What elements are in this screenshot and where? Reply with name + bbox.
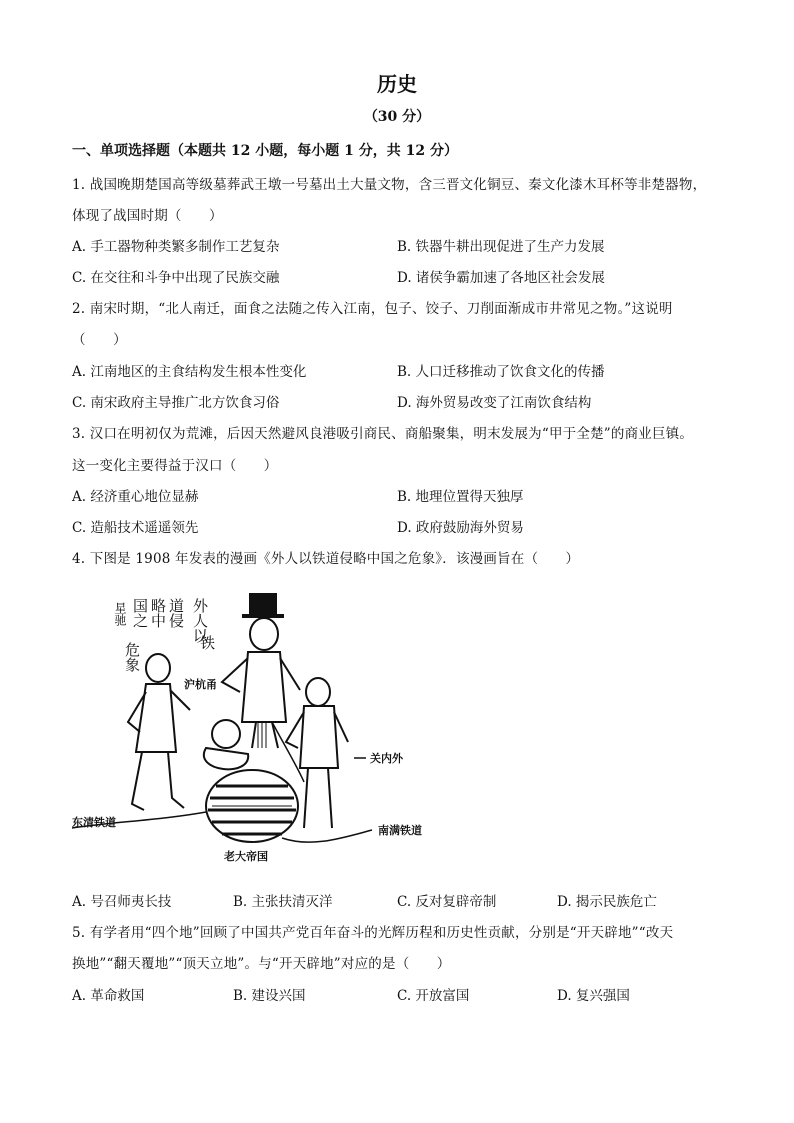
q1-option-d: D. 诸侯争霸加速了各地区社会发展 (397, 270, 605, 286)
cartoon-title-col5: 国之 (131, 598, 149, 628)
q4-stem-line1: 4. 下图是 1908 年发表的漫画《外人以铁道侵略中国之危象》．该漫画旨在（ ） (72, 551, 580, 567)
cartoon-title-col3: 道侵 (167, 598, 185, 628)
label-old-empire: 老大帝国 (224, 850, 268, 862)
q5-option-d: D. 复兴强国 (557, 988, 630, 1004)
q5-stem-line1: 5. 有学者用“四个地”回顾了中国共产党百年奋斗的光辉历程和历史性贡献，分别是“开天辟地”“改天 (72, 925, 674, 941)
cartoon-title-col1: 外人以 (191, 598, 209, 643)
foreigner-figure (222, 594, 300, 748)
q4-option-a: A. 号召师夷长技 (72, 894, 172, 910)
q4-option-c: C. 反对复辟帝制 (397, 894, 497, 910)
right-figure (286, 678, 348, 828)
q3-option-d: D. 政府鼓励海外贸易 (397, 520, 524, 536)
cartoon-title-col7: 星驰 (113, 602, 127, 626)
q1-stem-line1: 1. 战国晚期楚国高等级墓葬武王墩一号墓出土大量文物，含三晋文化铜豆、秦文化漆木耳杯等非楚器物， (72, 177, 707, 193)
q3-option-b: B. 地理位置得天独厚 (397, 489, 524, 505)
q2-stem-line2: （ ） (72, 332, 127, 348)
exam-score: （30 分） (363, 109, 431, 125)
q5-stem-line2: 换地”“翻天覆地”“顶天立地”。与“开天辟地”对应的是（ ） (72, 956, 451, 972)
section-heading: 一、单项选择题（本题共 12 小题，每小题 1 分，共 12 分） (72, 143, 458, 159)
q1-option-c: C. 在交往和斗争中出现了民族交融 (72, 270, 280, 286)
q3-option-a: A. 经济重心地位显赫 (72, 489, 199, 505)
q5-option-c: C. 开放富国 (397, 988, 470, 1004)
q2-stem-line1: 2. 南宋时期，“北人南迁，面食之法随之传入江南，包子、饺子、刀削面渐成市井常见之物。”这说明 (72, 301, 673, 317)
q1-stem-line2: 体现了战国时期（ ） (72, 208, 223, 224)
page-title: 历史 (377, 72, 417, 96)
q5-option-b: B. 建设兴国 (233, 988, 306, 1004)
cartoon-title-col6: 危象 (123, 642, 141, 672)
q4-option-b: B. 主张扶清灭洋 (233, 894, 333, 910)
q3-stem-line2: 这一变化主要得益于汉口（ ） (72, 458, 278, 474)
q5-option-a: A. 革命救国 (72, 988, 145, 1004)
q2-option-a: A. 江南地区的主食结构发生根本性变化 (72, 364, 307, 380)
label-dongqing-railway: 东清铁道 (72, 816, 116, 829)
cartoon-title-col4: 略中 (149, 598, 167, 628)
cartoon-title-col2: 铁 (200, 634, 216, 652)
q1-option-b: B. 铁器牛耕出现促进了生产力发展 (397, 239, 605, 255)
q4-option-d: D. 揭示民族危亡 (557, 894, 657, 910)
q3-option-c: C. 造船技术遥遥领先 (72, 520, 199, 536)
label-nanman-railway: 南满铁道 (378, 824, 422, 837)
railway-vines (72, 722, 372, 842)
q2-option-c: C. 南宋政府主导推广北方饮食习俗 (72, 395, 280, 411)
q1-option-a: A. 手工器物种类繁多制作工艺复杂 (72, 239, 280, 255)
old-empire-figure (204, 720, 298, 842)
railway-cartoon-image (72, 572, 452, 862)
q3-stem-line1: 3. 汉口在明初仅为荒滩，后因天然避风良港吸引商民、商船聚集，明末发展为“甲于全楚”的商业巨镇。 (72, 426, 694, 442)
q2-option-d: D. 海外贸易改变了江南饮食结构 (397, 395, 592, 411)
left-figure (128, 654, 190, 810)
q2-option-b: B. 人口迁移推动了饮食文化的传播 (397, 364, 605, 380)
label-huhangyong: 沪杭甬 (184, 678, 217, 691)
label-guanneiwai: 关内外 (370, 752, 403, 765)
